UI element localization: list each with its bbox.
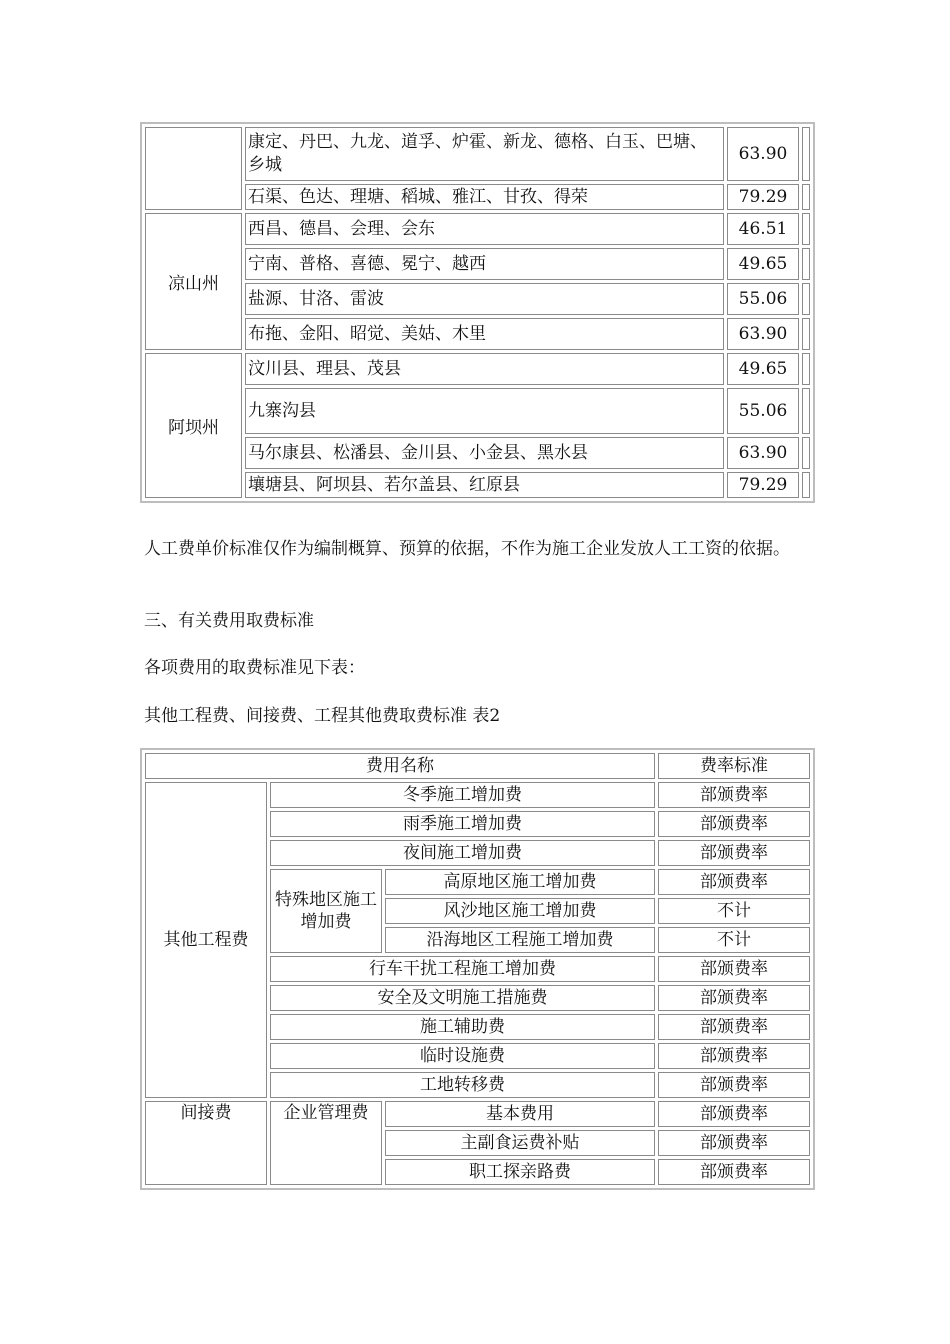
spacer-cell <box>802 388 810 434</box>
fee-name-cell: 工地转移费 <box>270 1072 655 1098</box>
intro-paragraph: 各项费用的取费标准见下表： <box>144 658 365 678</box>
fee-name-cell: 职工探亲路费 <box>385 1159 655 1185</box>
county-cell: 石渠、色达、理塘、稻城、雅江、甘孜、得荣 <box>245 184 724 210</box>
fee-name-cell: 沿海地区工程施工增加费 <box>385 927 655 953</box>
fee-rate-cell: 部颁费率 <box>658 1014 810 1040</box>
fee-rate-cell: 部颁费率 <box>658 956 810 982</box>
special-area-group: 特殊地区施工增加费 <box>270 869 382 953</box>
header-fee-name: 费用名称 <box>145 753 655 779</box>
fee-rate-cell: 部颁费率 <box>658 1130 810 1156</box>
region-cell-ganzi <box>145 127 242 210</box>
rate-value-cell: 49.65 <box>727 248 799 280</box>
note-paragraph: 人工费单价标准仅作为编制概算、预算的依据，不作为施工企业发放人工工资的依据。 <box>144 539 790 559</box>
rate-value-cell: 79.29 <box>727 184 799 210</box>
spacer-cell <box>802 353 810 385</box>
fee-rate-cell: 部颁费率 <box>658 1159 810 1185</box>
spacer-cell <box>802 248 810 280</box>
county-cell: 汶川县、理县、茂县 <box>245 353 724 385</box>
fee-rate-cell: 部颁费率 <box>658 1043 810 1069</box>
spacer-cell <box>802 213 810 245</box>
rate-value-cell: 63.90 <box>727 318 799 350</box>
fee-name-cell: 主副食运费补贴 <box>385 1130 655 1156</box>
group-other-engineering-fee: 其他工程费 <box>145 782 267 1098</box>
table-caption: 其他工程费、间接费、工程其他费取费标准 表2 <box>144 706 501 726</box>
rate-value-cell: 79.29 <box>727 472 799 498</box>
county-cell: 壤塘县、阿坝县、若尔盖县、红原县 <box>245 472 724 498</box>
spacer-cell <box>802 127 810 181</box>
region-cell-liangshan: 凉山州 <box>145 213 242 350</box>
fee-name-cell: 风沙地区施工增加费 <box>385 898 655 924</box>
fee-standard-table <box>140 748 815 1190</box>
rate-value-cell: 55.06 <box>727 388 799 434</box>
fee-rate-cell: 不计 <box>658 927 810 953</box>
rate-value-cell: 55.06 <box>727 283 799 315</box>
spacer-cell <box>802 318 810 350</box>
fee-rate-cell: 部颁费率 <box>658 1101 810 1127</box>
county-cell: 马尔康县、松潘县、金川县、小金县、黑水县 <box>245 437 724 469</box>
fee-rate-cell: 部颁费率 <box>658 985 810 1011</box>
county-cell: 康定、丹巴、九龙、道孚、炉霍、新龙、德格、白玉、巴塘、乡城 <box>245 127 724 181</box>
fee-name-cell: 冬季施工增加费 <box>270 782 655 808</box>
fee-rate-cell: 部颁费率 <box>658 1072 810 1098</box>
fee-rate-cell: 不计 <box>658 898 810 924</box>
group-indirect-fee: 间接费 <box>145 1101 267 1185</box>
fee-name-cell: 夜间施工增加费 <box>270 840 655 866</box>
labor-rate-table <box>140 122 815 503</box>
section-heading: 三、有关费用取费标准 <box>144 611 314 631</box>
fee-name-cell: 行车干扰工程施工增加费 <box>270 956 655 982</box>
fee-name-cell: 施工辅助费 <box>270 1014 655 1040</box>
fee-name-cell: 临时设施费 <box>270 1043 655 1069</box>
fee-name-cell: 基本费用 <box>385 1101 655 1127</box>
fee-name-cell: 高原地区施工增加费 <box>385 869 655 895</box>
county-cell: 布拖、金阳、昭觉、美姑、木里 <box>245 318 724 350</box>
fee-rate-cell: 部颁费率 <box>658 869 810 895</box>
fee-name-cell: 雨季施工增加费 <box>270 811 655 837</box>
county-cell: 宁南、普格、喜德、冕宁、越西 <box>245 248 724 280</box>
fee-rate-cell: 部颁费率 <box>658 811 810 837</box>
county-cell: 西昌、德昌、会理、会东 <box>245 213 724 245</box>
enterprise-management-fee: 企业管理费 <box>270 1101 382 1185</box>
spacer-cell <box>802 184 810 210</box>
spacer-cell <box>802 283 810 315</box>
spacer-cell <box>802 472 810 498</box>
fee-name-cell: 安全及文明施工措施费 <box>270 985 655 1011</box>
rate-value-cell: 63.90 <box>727 437 799 469</box>
region-cell-aba: 阿坝州 <box>145 353 242 498</box>
rate-value-cell: 63.90 <box>727 127 799 181</box>
fee-rate-cell: 部颁费率 <box>658 840 810 866</box>
header-fee-rate: 费率标准 <box>658 753 810 779</box>
rate-value-cell: 49.65 <box>727 353 799 385</box>
county-cell: 盐源、甘洛、雷波 <box>245 283 724 315</box>
county-cell: 九寨沟县 <box>245 388 724 434</box>
rate-value-cell: 46.51 <box>727 213 799 245</box>
fee-rate-cell: 部颁费率 <box>658 782 810 808</box>
spacer-cell <box>802 437 810 469</box>
